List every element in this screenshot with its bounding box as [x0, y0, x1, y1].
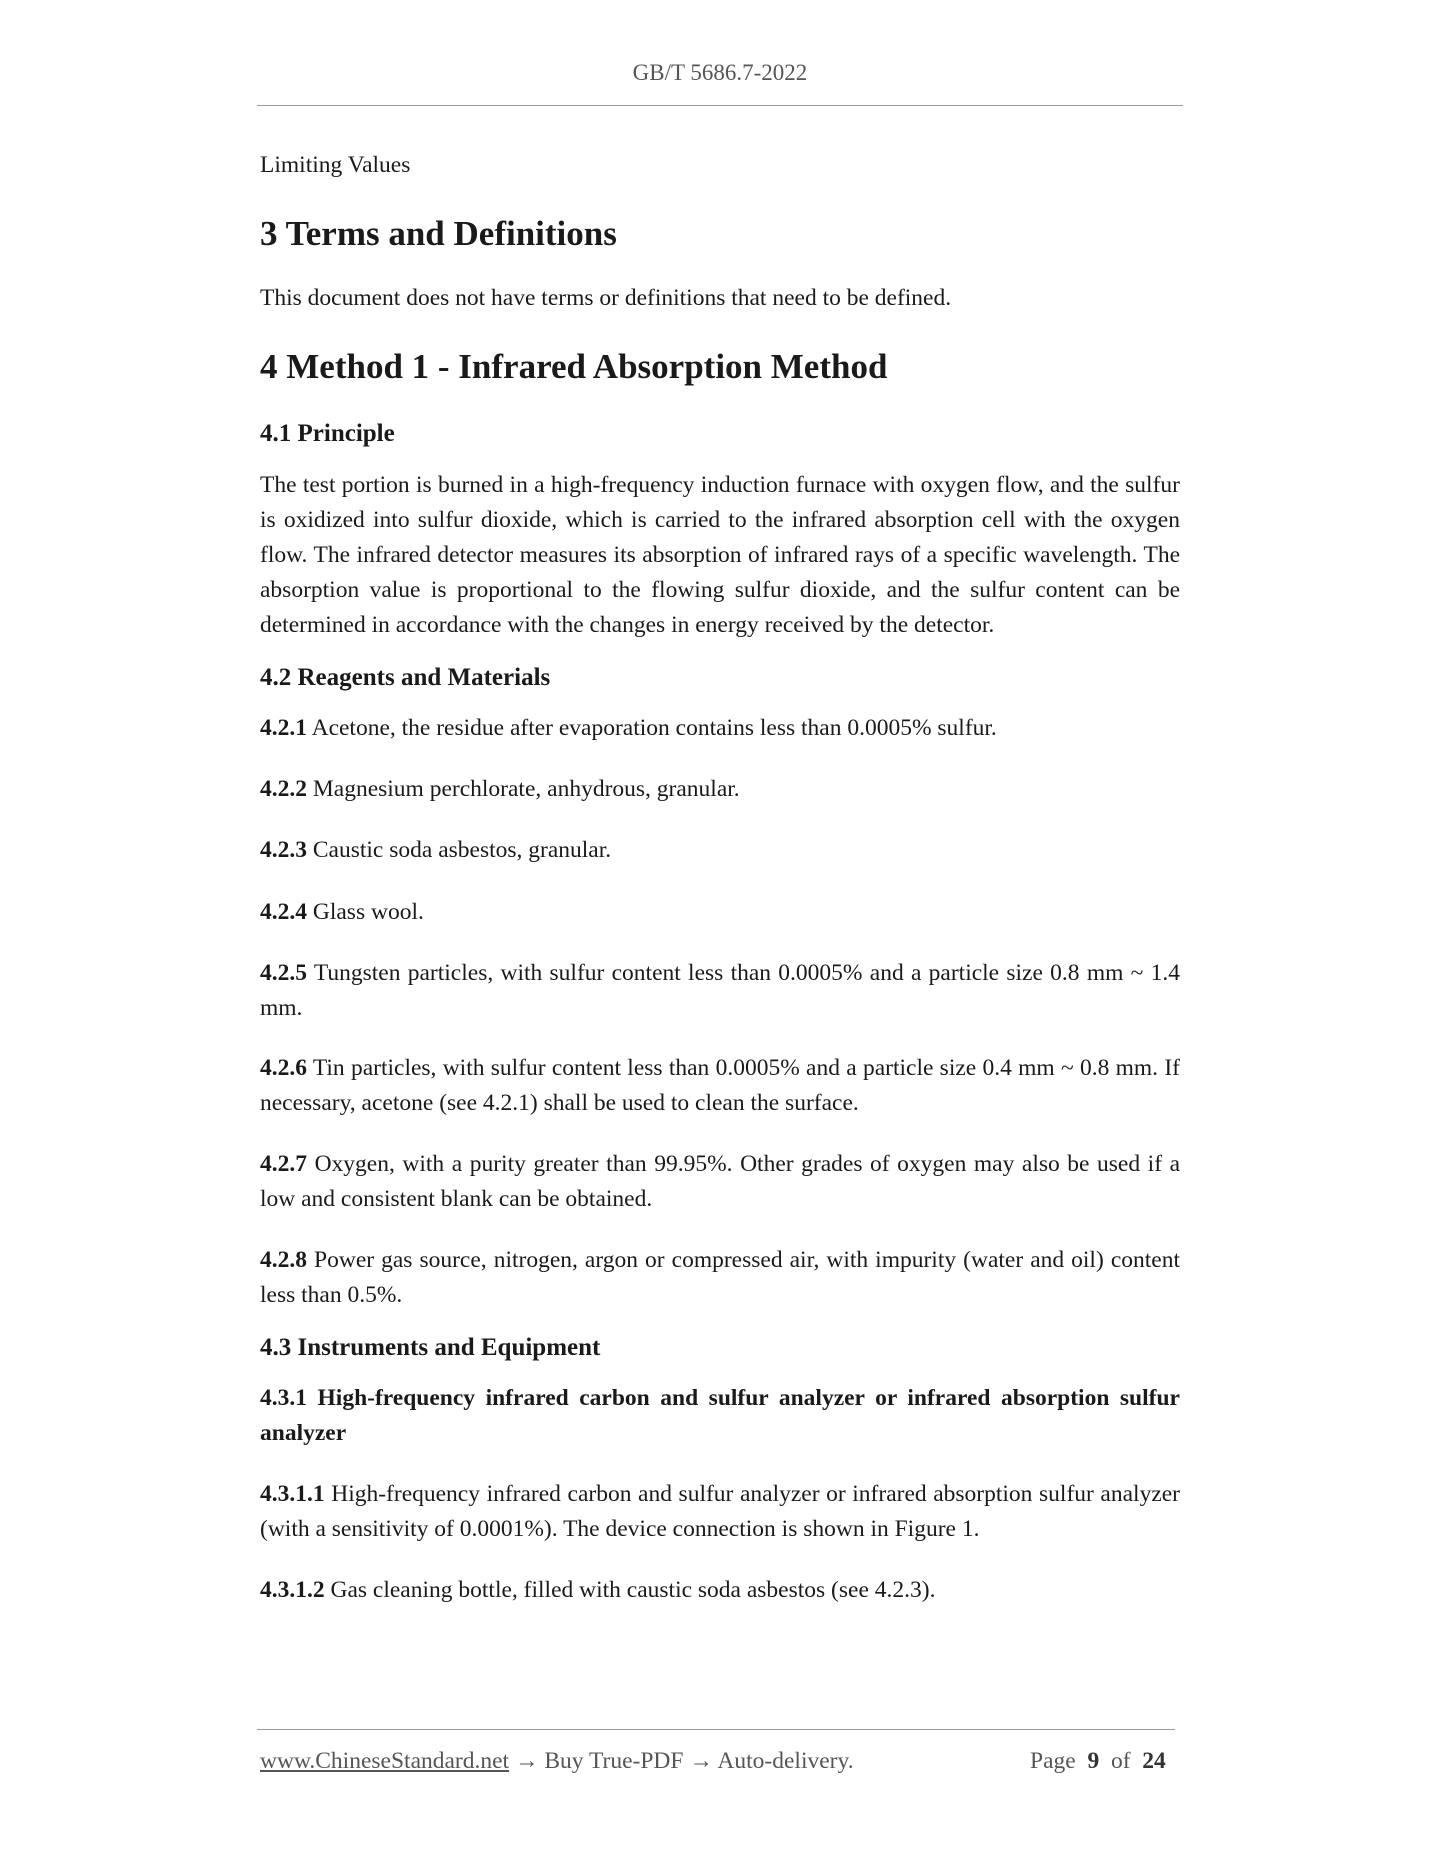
- section-4-1-heading: 4.1 Principle: [260, 420, 395, 447]
- section-4-1-text: The test portion is burned in a high-frequency induction furnace with oxygen flow, and the sulfur is oxidized into sulfur dioxide, which is carried to the infrared absorption cell with the oxygen flow. The infrared detector measures its absorption of infrared rays of a specific wavelength. The absorption value is proportional to the flowing sulfur dioxide, and the sulfur content can be determined in accordance with the changes in energy received by the detector.: [260, 472, 1180, 638]
- clause-number: 4.2.5: [260, 960, 307, 986]
- header-divider: [257, 105, 1183, 106]
- delivery-text: Auto-delivery.: [717, 1748, 854, 1774]
- footer-promo: [260, 1748, 854, 1775]
- current-page: 9: [1087, 1748, 1100, 1774]
- clause-text: Tungsten particles, with sulfur content less than 0.0005% and a particle size 0.8 mm ~ 1.4 mm.: [260, 960, 1180, 1021]
- buy-text: Buy True-PDF: [544, 1748, 684, 1774]
- clause-number: 4.2.7: [260, 1151, 307, 1177]
- clause-text: Tin particles, with sulfur content less than 0.0005% and a particle size 0.4 mm ~ 0.8 mm. If necessary, acetone (see 4.2.1) shall be used to clean the surface.: [260, 1055, 1180, 1116]
- clause-4-2-3: [260, 833, 1180, 868]
- clause-4-3-1-1: [260, 1477, 1180, 1547]
- clause-number: 4.2.3: [260, 837, 307, 863]
- section-4-2-heading: 4.2 Reagents and Materials: [260, 664, 551, 691]
- clause-text: Gas cleaning bottle, filled with caustic soda asbestos (see 4.2.3).: [330, 1577, 936, 1603]
- page-number: [1030, 1748, 1166, 1775]
- arrow-icon: →: [683, 1748, 718, 1774]
- section-4-3-1-heading: 4.3.1 High-frequency infrared carbon and sulfur analyzer or infrared absorption sulfur analyzer: [260, 1385, 1180, 1446]
- section-3-heading: 3 Terms and Definitions: [260, 214, 617, 253]
- carried-over-line: Limiting Values: [260, 152, 411, 178]
- clause-4-2-6: [260, 1051, 1180, 1121]
- clause-number: 4.3.1.1: [260, 1481, 325, 1507]
- section-4-heading: 4 Method 1 - Infrared Absorption Method: [260, 347, 888, 386]
- clause-text: Caustic soda asbestos, granular.: [312, 837, 612, 863]
- website-link[interactable]: www.ChineseStandard.net: [260, 1748, 510, 1774]
- running-header: GB/T 5686.7-2022: [632, 60, 808, 85]
- clause-text: Glass wool.: [312, 899, 424, 925]
- clause-4-2-8: [260, 1243, 1180, 1313]
- total-pages: 24: [1142, 1748, 1166, 1774]
- page-body: [260, 148, 1180, 1608]
- clause-4-2-1: [260, 711, 1180, 746]
- page-label: Page: [1030, 1748, 1076, 1774]
- clause-text: Acetone, the residue after evaporation contains less than 0.0005% sulfur.: [311, 715, 997, 741]
- clause-text: High-frequency infrared carbon and sulfur analyzer or infrared absorption sulfur analyzer (with a sensitivity of 0.0001%). The device connection is shown in Figure 1.: [260, 1481, 1181, 1542]
- clause-number: 4.2.6: [260, 1055, 307, 1081]
- clause-4-2-7: [260, 1147, 1180, 1217]
- footer-divider: [257, 1729, 1175, 1730]
- clause-4-3-1-2: [260, 1573, 1180, 1608]
- clause-4-2-5: [260, 956, 1180, 1026]
- clause-number: 4.2.8: [260, 1247, 307, 1273]
- section-4-3-heading: 4.3 Instruments and Equipment: [260, 1334, 601, 1361]
- clause-text: Oxygen, with a purity greater than 99.95%. Other grades of oxygen may also be used if a low and consistent blank can be obtained.: [260, 1151, 1181, 1212]
- clause-number: 4.2.4: [260, 899, 307, 925]
- section-3-text: This document does not have terms or definitions that need to be defined.: [260, 285, 952, 311]
- clause-4-2-4: [260, 895, 1180, 930]
- clause-4-2-2: [260, 772, 1180, 807]
- clause-text: Power gas source, nitrogen, argon or compressed air, with impurity (water and oil) content less than 0.5%.: [260, 1247, 1180, 1308]
- clause-text: Magnesium perchlorate, anhydrous, granular.: [312, 776, 740, 802]
- clause-number: 4.2.1: [260, 715, 307, 741]
- of-label: of: [1110, 1748, 1131, 1774]
- clause-number: 4.2.2: [260, 776, 307, 802]
- arrow-icon: →: [509, 1748, 545, 1774]
- clause-number: 4.3.1.2: [260, 1577, 325, 1603]
